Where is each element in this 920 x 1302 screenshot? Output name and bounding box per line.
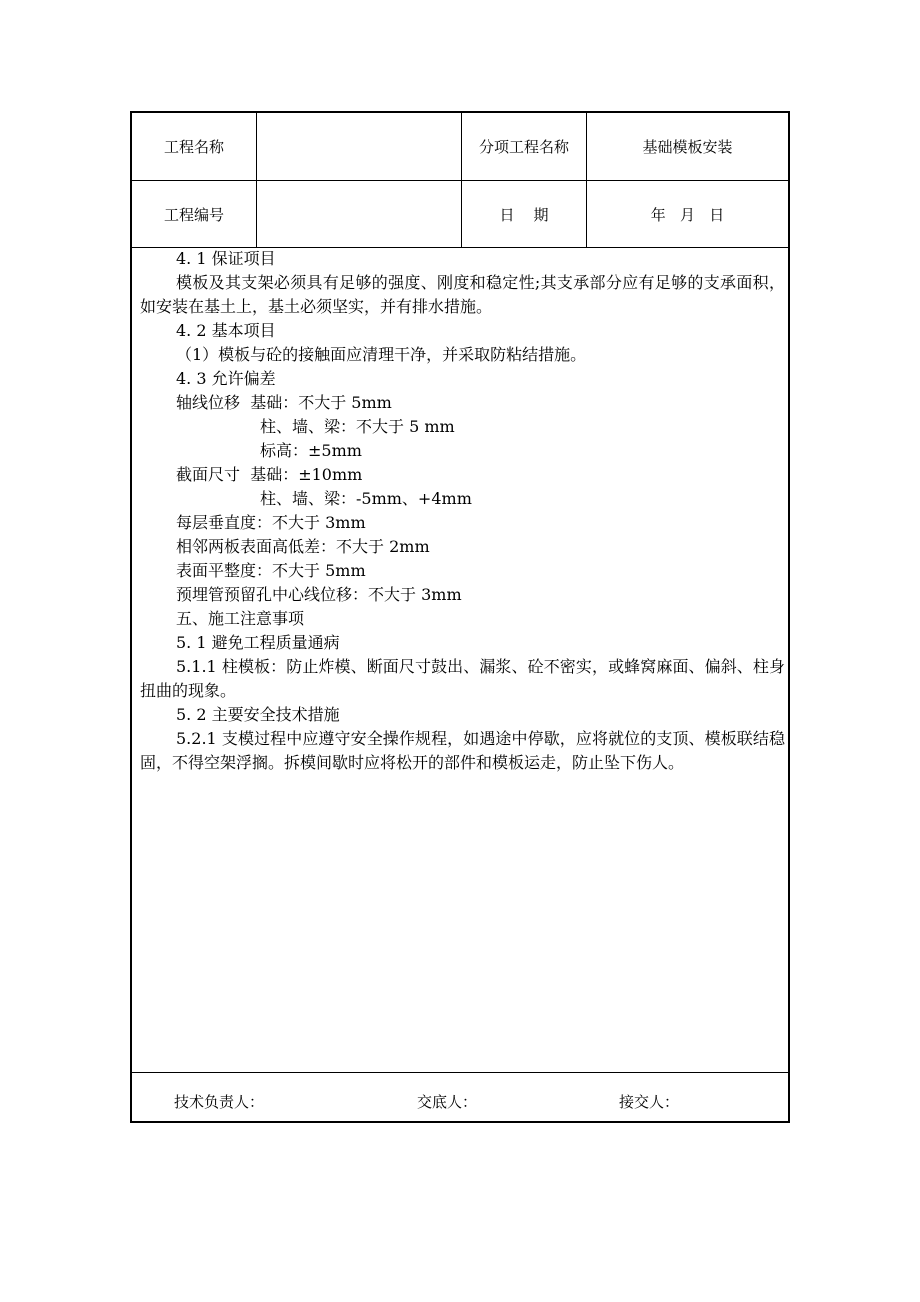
tolerance-row	[140, 463, 785, 487]
section-title: 4. 2 基本项目	[176, 321, 276, 340]
tolerance-value: 每层垂直度：不大于 3mm	[176, 513, 366, 532]
tolerance-value: 预埋管预留孔中心线位移：不大于 3mm	[176, 585, 462, 604]
tolerance-value: 基础：不大于 5mm	[250, 393, 392, 412]
tolerance-row	[140, 391, 785, 415]
date-value: 年 月 日	[650, 205, 725, 224]
tolerance-value: 基础：±10mm	[250, 465, 363, 484]
tolerance-label: 轴线位移	[176, 393, 241, 412]
paragraph: 5.1.1 柱模板：防止炸模、断面尺寸鼓出、漏浆、砼不密实，或蜂窝麻面、偏斜、柱身扭曲的现象。	[140, 657, 785, 700]
tolerance-value: 相邻两板表面高低差：不大于 2mm	[176, 537, 430, 556]
section-title: 五、施工注意事项	[176, 609, 305, 628]
section-title: 4. 3 允许偏差	[176, 369, 276, 388]
paragraph: 模板及其支架必须具有足够的强度、刚度和稳定性;其支承部分应有足够的支承面积，如安装在基土上，基土必须坚实，并有排水措施。	[140, 273, 785, 316]
project-no-label: 工程编号	[163, 205, 224, 224]
paragraph: 5.2.1 支模过程中应遵守安全操作规程，如遇途中停歇，应将就位的支顶、模板联结稳固，不得空架浮搁。拆模间歇时应将松开的部件和模板运走，防止坠下伤人。	[140, 729, 785, 772]
sub-project-value: 基础模板安装	[642, 138, 733, 156]
handover-label: 交底人：	[417, 1093, 478, 1111]
receiver-label: 接交人：	[619, 1093, 680, 1111]
date-label: 日 期	[499, 205, 549, 224]
tolerance-value: 柱、墙、梁：-5mm、+4mm	[260, 489, 472, 508]
tolerance-label: 截面尺寸	[176, 465, 241, 484]
signature-row	[132, 1073, 788, 1123]
section-title: 5. 1 避免工程质量通病	[176, 633, 340, 652]
tolerance-value: 柱、墙、梁：不大于 5 mm	[260, 417, 455, 436]
tolerance-value: 标高：±5mm	[260, 441, 362, 460]
disclosure-form	[130, 111, 790, 1123]
project-name-label: 工程名称	[163, 138, 224, 156]
section-title: 4. 1 保证项目	[176, 249, 276, 268]
list-item: （1）模板与砼的接触面应清理干净，并采取防粘结措施。	[176, 345, 587, 364]
sub-project-label: 分项工程名称	[478, 138, 569, 156]
tech-lead-label: 技术负责人：	[174, 1093, 265, 1111]
tolerance-value: 表面平整度：不大于 5mm	[176, 561, 366, 580]
section-title: 5. 2 主要安全技术措施	[176, 705, 340, 724]
disclosure-content	[140, 247, 785, 775]
project-no-value	[257, 181, 461, 247]
project-name-value	[257, 113, 461, 180]
